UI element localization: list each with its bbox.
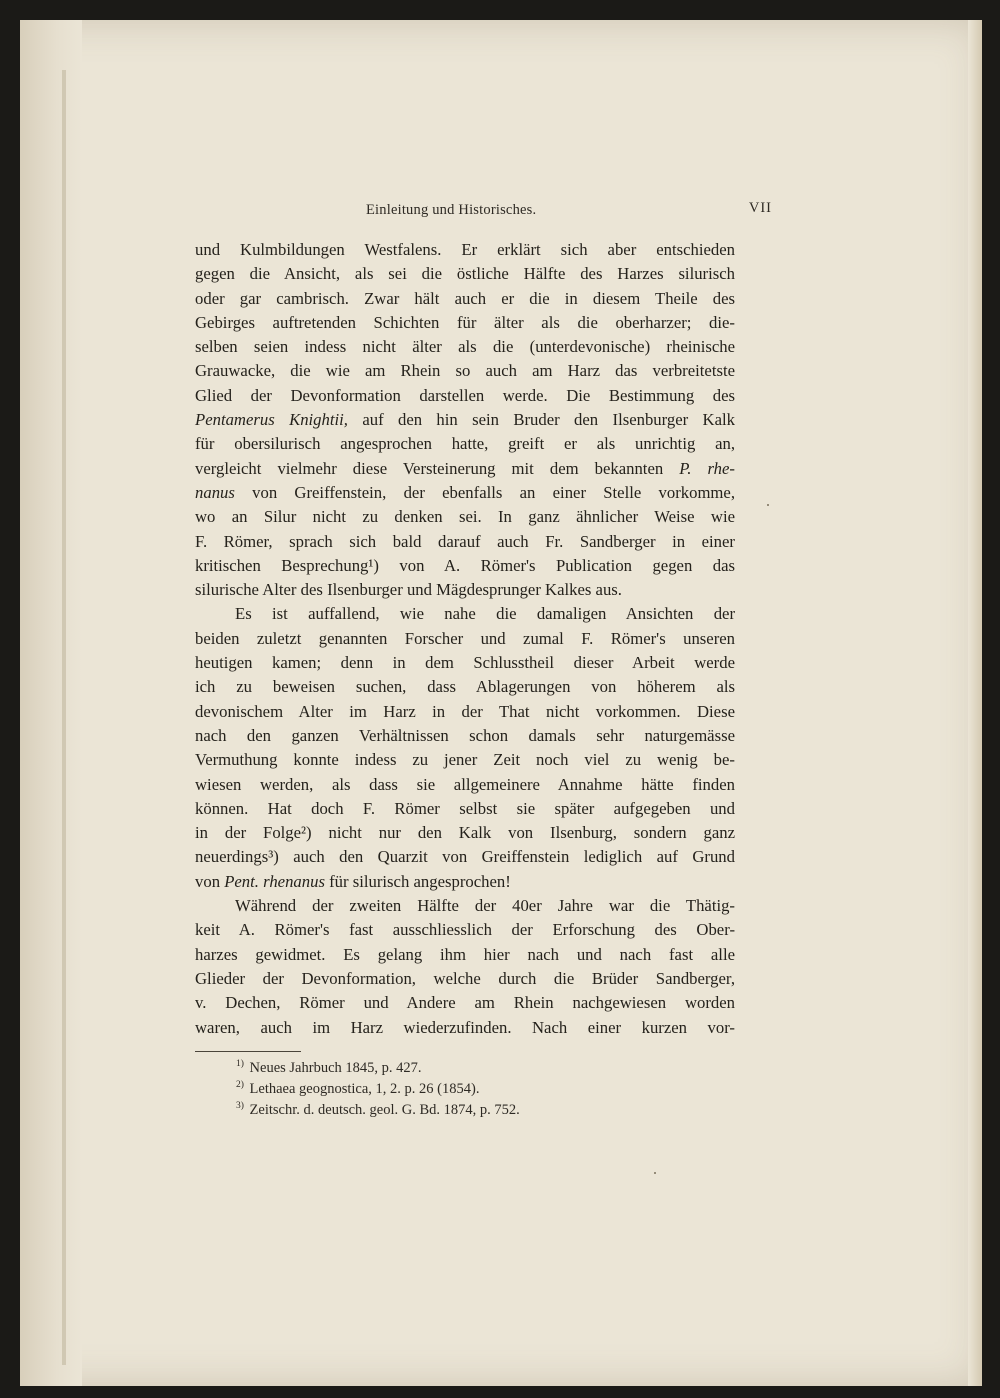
line-text: waren, auch im Harz wiederzufinden. Nach einer kurzen vor- xyxy=(195,1017,735,1037)
line-text: Gebirges auftretenden Schichten für älter als die oberharzer; die- xyxy=(195,312,735,332)
italic-term: Pentamerus Knightii, xyxy=(195,410,348,430)
text-line xyxy=(195,991,735,1015)
text-line xyxy=(195,700,735,724)
text-line xyxy=(195,530,735,554)
body-text xyxy=(195,238,735,1040)
line-text: gegen die Ansicht, als sei die östliche Hälfte des Harzes silurisch xyxy=(195,264,735,284)
paper-speck xyxy=(767,504,769,506)
footnote-text: Lethaea geognostica, 1, 2. p. 26 (1854). xyxy=(245,1081,480,1097)
footnote-text: Neues Jahrbuch 1845, p. 427. xyxy=(245,1060,422,1076)
line-text: neuerdings³) auch den Quarzit von Greiffenstein lediglich auf Grund xyxy=(195,847,735,867)
text-line xyxy=(195,238,735,262)
line-text: wiesen werden, als dass sie allgemeinere Annahme hätte finden xyxy=(195,774,735,794)
line-text: von Greiffenstein, der ebenfalls an einer Stelle vorkomme, xyxy=(234,482,735,502)
footnote-rule xyxy=(195,1051,301,1052)
text-line xyxy=(195,311,735,335)
binding-crease xyxy=(62,70,66,1365)
line-text: beiden zuletzt genannten Forscher und zumal F. Römer's unseren xyxy=(195,628,735,648)
footnote xyxy=(236,1079,520,1100)
footnotes xyxy=(236,1058,520,1121)
line-text: in der Folge²) nicht nur den Kalk von Ilsenburg, sondern ganz xyxy=(195,823,735,843)
line-text: und Kulmbildungen Westfalens. Er erklärt sich aber entschieden xyxy=(195,240,735,259)
line-text: F. Römer, sprach sich bald darauf auch Fr. Sandberger in einer xyxy=(195,531,735,551)
line-text: silurische Alter des Ilsenburger und Mägdesprunger Kalkes aus. xyxy=(195,580,622,600)
footnote-mark: 1) xyxy=(236,1059,244,1070)
line-text: selben seien indess nicht älter als die (unterdevonische) rheinische xyxy=(195,337,735,357)
text-line xyxy=(195,918,735,942)
line-text: keit A. Römer's fast ausschliesslich der Erforschung des Ober- xyxy=(195,920,735,940)
text-line xyxy=(195,287,735,311)
text-line xyxy=(195,724,735,748)
line-text: für silurisch angesprochen! xyxy=(324,871,511,891)
text-line xyxy=(195,870,735,894)
text-line xyxy=(195,384,735,408)
line-text: Grauwacke, die wie am Rhein so auch am Harz das verbreitetste xyxy=(195,361,735,381)
italic-term: nanus xyxy=(195,482,235,502)
text-line xyxy=(195,797,735,821)
text-line xyxy=(195,578,735,602)
line-text: wo an Silur nicht zu denken sei. In ganz ähnlicher Weise wie xyxy=(195,507,735,527)
binding-gutter xyxy=(20,20,82,1386)
text-line xyxy=(195,359,735,383)
line-text: ich zu beweisen suchen, dass Ablagerungen von höherem als xyxy=(195,677,735,697)
line-text: können. Hat doch F. Römer selbst sie später aufgegeben und xyxy=(195,798,735,818)
footnote-text: Zeitschr. d. deutsch. geol. G. Bd. 1874, p. 752. xyxy=(245,1102,520,1118)
text-line xyxy=(195,408,735,432)
text-line xyxy=(195,651,735,675)
line-text: Glieder der Devonformation, welche durch die Brüder Sandberger, xyxy=(195,968,735,988)
text-line xyxy=(195,748,735,772)
line-text: nach den ganzen Verhältnissen schon damals sehr naturgemässe xyxy=(195,725,735,745)
paper-speck xyxy=(654,1172,656,1174)
text-line xyxy=(195,457,735,481)
italic-term: Pent. rhenanus xyxy=(224,871,325,891)
text-line xyxy=(195,967,735,991)
line-text: von xyxy=(195,871,225,891)
text-line xyxy=(195,894,735,918)
text-line xyxy=(195,554,735,578)
running-header: Einleitung und Historisches. xyxy=(366,202,537,218)
text-line xyxy=(195,675,735,699)
text-line xyxy=(195,505,735,529)
line-text: v. Dechen, Römer und Andere am Rhein nachgewiesen worden xyxy=(195,993,735,1013)
page-number: VII xyxy=(748,200,772,216)
text-line xyxy=(195,432,735,456)
line-text: Vermuthung konnte indess zu jener Zeit noch viel zu wenig be- xyxy=(195,750,735,770)
footnote-mark: 2) xyxy=(236,1080,244,1091)
line-text: Es ist auffallend, wie nahe die damaligen Ansichten der xyxy=(235,604,735,624)
text-line xyxy=(195,773,735,797)
text-line xyxy=(195,1016,735,1040)
footnote xyxy=(236,1100,520,1121)
footnote-mark: 3) xyxy=(236,1101,244,1112)
line-text: harzes gewidmet. Es gelang ihm hier nach und nach fast alle xyxy=(195,944,735,964)
text-line xyxy=(195,335,735,359)
text-line xyxy=(195,481,735,505)
line-text: devonischem Alter im Harz in der That nicht vorkommen. Diese xyxy=(195,701,735,721)
text-line xyxy=(195,821,735,845)
text-line xyxy=(195,943,735,967)
footnote xyxy=(236,1058,520,1079)
line-text: vergleicht vielmehr diese Versteinerung mit dem bekannten xyxy=(195,458,680,478)
page-edge xyxy=(968,20,982,1386)
line-text: Glied der Devonformation darstellen werde. Die Bestimmung des xyxy=(195,385,735,405)
text-line xyxy=(195,602,735,626)
text-line xyxy=(195,845,735,869)
line-text: kritischen Besprechung¹) von A. Römer's Publication gegen das xyxy=(195,555,735,575)
text-line xyxy=(195,627,735,651)
line-text: heutigen kamen; denn in dem Schlusstheil dieser Arbeit werde xyxy=(195,653,735,673)
line-text: für obersilurisch angesprochen hatte, greift er als unrichtig an, xyxy=(195,434,735,454)
line-text: Während der zweiten Hälfte der 40er Jahre war die Thätig- xyxy=(235,896,735,916)
line-text: oder gar cambrisch. Zwar hält auch er die in diesem Theile des xyxy=(195,288,735,308)
text-line xyxy=(195,262,735,286)
italic-term: P. rhe- xyxy=(679,458,735,478)
line-text: auf den hin sein Bruder den Ilsenburger Kalk xyxy=(347,410,735,430)
